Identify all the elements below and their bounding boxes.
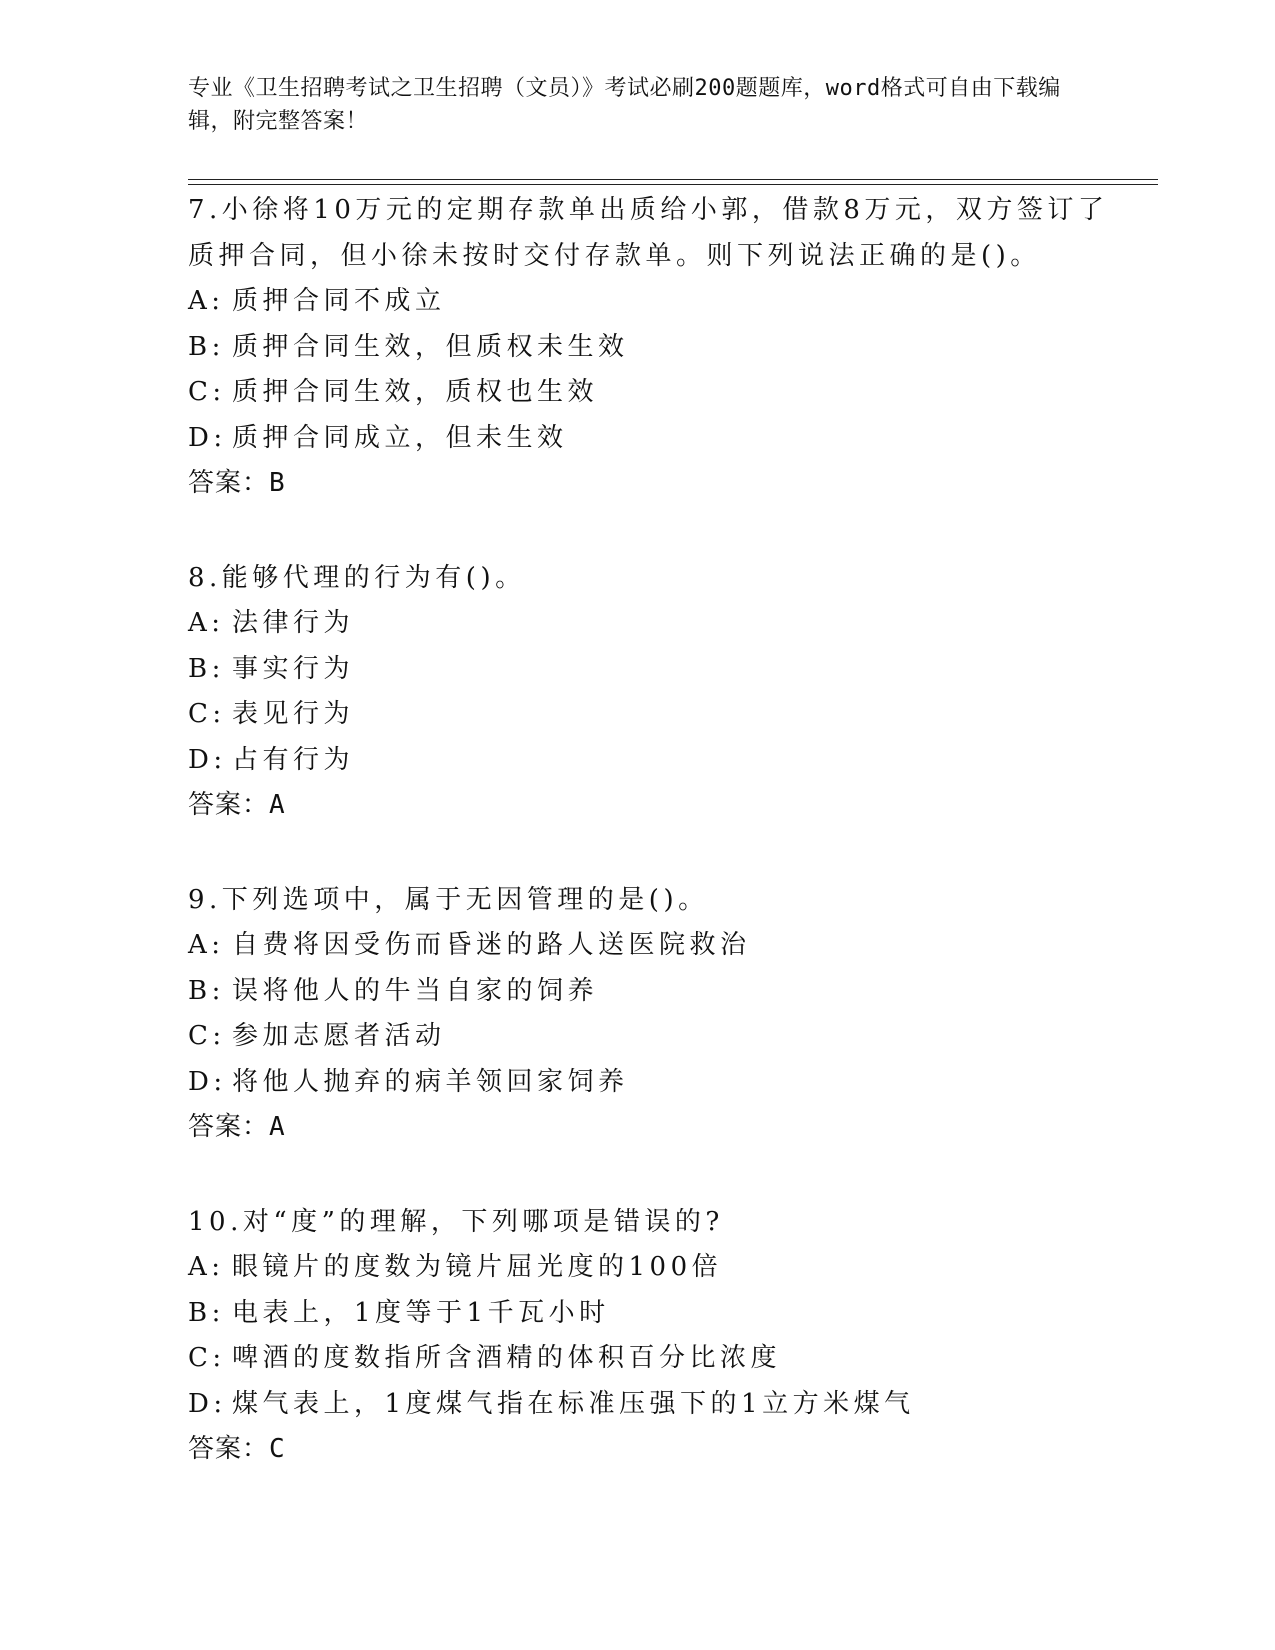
option-d bbox=[188, 416, 1118, 462]
option-letter: B: bbox=[188, 1297, 225, 1328]
option-d bbox=[188, 1382, 1118, 1428]
option-b bbox=[188, 1291, 1118, 1337]
question-list bbox=[188, 188, 1118, 1522]
header-divider-top bbox=[188, 179, 1158, 180]
option-letter: B: bbox=[188, 331, 225, 362]
option-letter: D: bbox=[188, 1388, 227, 1419]
option-letter: C: bbox=[188, 377, 226, 407]
option-d bbox=[188, 1060, 1118, 1106]
question-8 bbox=[188, 556, 1118, 829]
answer-line: 答案：C bbox=[188, 1434, 286, 1464]
option-text: 误将他人的牛当自家的饲养 bbox=[232, 975, 599, 1006]
option-text: 将他人抛弃的病羊领回家饲养 bbox=[232, 1066, 629, 1097]
answer-line: 答案：B bbox=[188, 468, 286, 498]
option-text: 眼镜片的度数为镜片屈光度的100倍 bbox=[232, 1252, 723, 1282]
option-letter: C: bbox=[188, 699, 226, 729]
option-a bbox=[188, 601, 1118, 647]
option-c bbox=[188, 370, 1118, 416]
option-c bbox=[188, 692, 1118, 738]
option-text: 质押合同生效，但质权未生效 bbox=[232, 331, 629, 362]
option-letter: A: bbox=[188, 1252, 225, 1282]
option-text: 质押合同成立，但未生效 bbox=[232, 422, 568, 453]
question-stem: 8.能够代理的行为有()。 bbox=[188, 562, 526, 593]
option-letter: C: bbox=[188, 1021, 226, 1051]
option-letter: A: bbox=[188, 608, 225, 638]
option-b bbox=[188, 325, 1118, 371]
header-divider-bottom bbox=[188, 184, 1158, 185]
option-b bbox=[188, 647, 1118, 693]
option-text: 啤酒的度数指所含酒精的体积百分比浓度 bbox=[232, 1343, 782, 1373]
option-letter: D: bbox=[188, 744, 227, 775]
question-10 bbox=[188, 1200, 1118, 1473]
option-a bbox=[188, 923, 1118, 969]
document-header: 专业《卫生招聘考试之卫生招聘（文员）》考试必刷200题题库，word格式可自由下载编辑，附完整答案！ bbox=[188, 76, 1061, 134]
option-text: 事实行为 bbox=[232, 653, 355, 684]
option-c bbox=[188, 1336, 1118, 1382]
option-text: 表见行为 bbox=[232, 699, 355, 729]
option-letter: C: bbox=[188, 1343, 226, 1373]
option-a bbox=[188, 279, 1118, 325]
option-letter: A: bbox=[188, 930, 225, 960]
option-text: 质押合同生效，质权也生效 bbox=[232, 377, 599, 407]
answer-line: 答案：A bbox=[188, 790, 286, 820]
option-text: 占有行为 bbox=[232, 744, 355, 775]
option-letter: D: bbox=[188, 422, 227, 453]
question-stem: 9.下列选项中，属于无因管理的是()。 bbox=[188, 884, 709, 915]
option-letter: B: bbox=[188, 653, 225, 684]
question-9 bbox=[188, 878, 1118, 1151]
question-stem: 7.小徐将10万元的定期存款单出质给小郭，借款8万元，双方签订了质押合同，但小徐未按时交付存款单。则下列说法正确的是()。 bbox=[188, 195, 1109, 271]
option-text: 电表上，1度等于1千瓦小时 bbox=[232, 1297, 610, 1328]
option-text: 法律行为 bbox=[232, 608, 355, 638]
option-d bbox=[188, 738, 1118, 784]
option-letter: B: bbox=[188, 975, 225, 1006]
option-text: 质押合同不成立 bbox=[232, 286, 446, 316]
option-b bbox=[188, 969, 1118, 1015]
option-text: 煤气表上，1度煤气指在标准压强下的1立方米煤气 bbox=[232, 1388, 915, 1419]
option-a bbox=[188, 1245, 1118, 1291]
option-c bbox=[188, 1014, 1118, 1060]
question-7 bbox=[188, 188, 1118, 507]
option-letter: D: bbox=[188, 1066, 227, 1097]
option-text: 自费将因受伤而昏迷的路人送医院救治 bbox=[232, 930, 751, 960]
answer-line: 答案：A bbox=[188, 1112, 286, 1142]
option-letter: A: bbox=[188, 286, 225, 316]
question-stem: 10.对“度”的理解，下列哪项是错误的? bbox=[188, 1206, 724, 1237]
option-text: 参加志愿者活动 bbox=[232, 1021, 446, 1051]
